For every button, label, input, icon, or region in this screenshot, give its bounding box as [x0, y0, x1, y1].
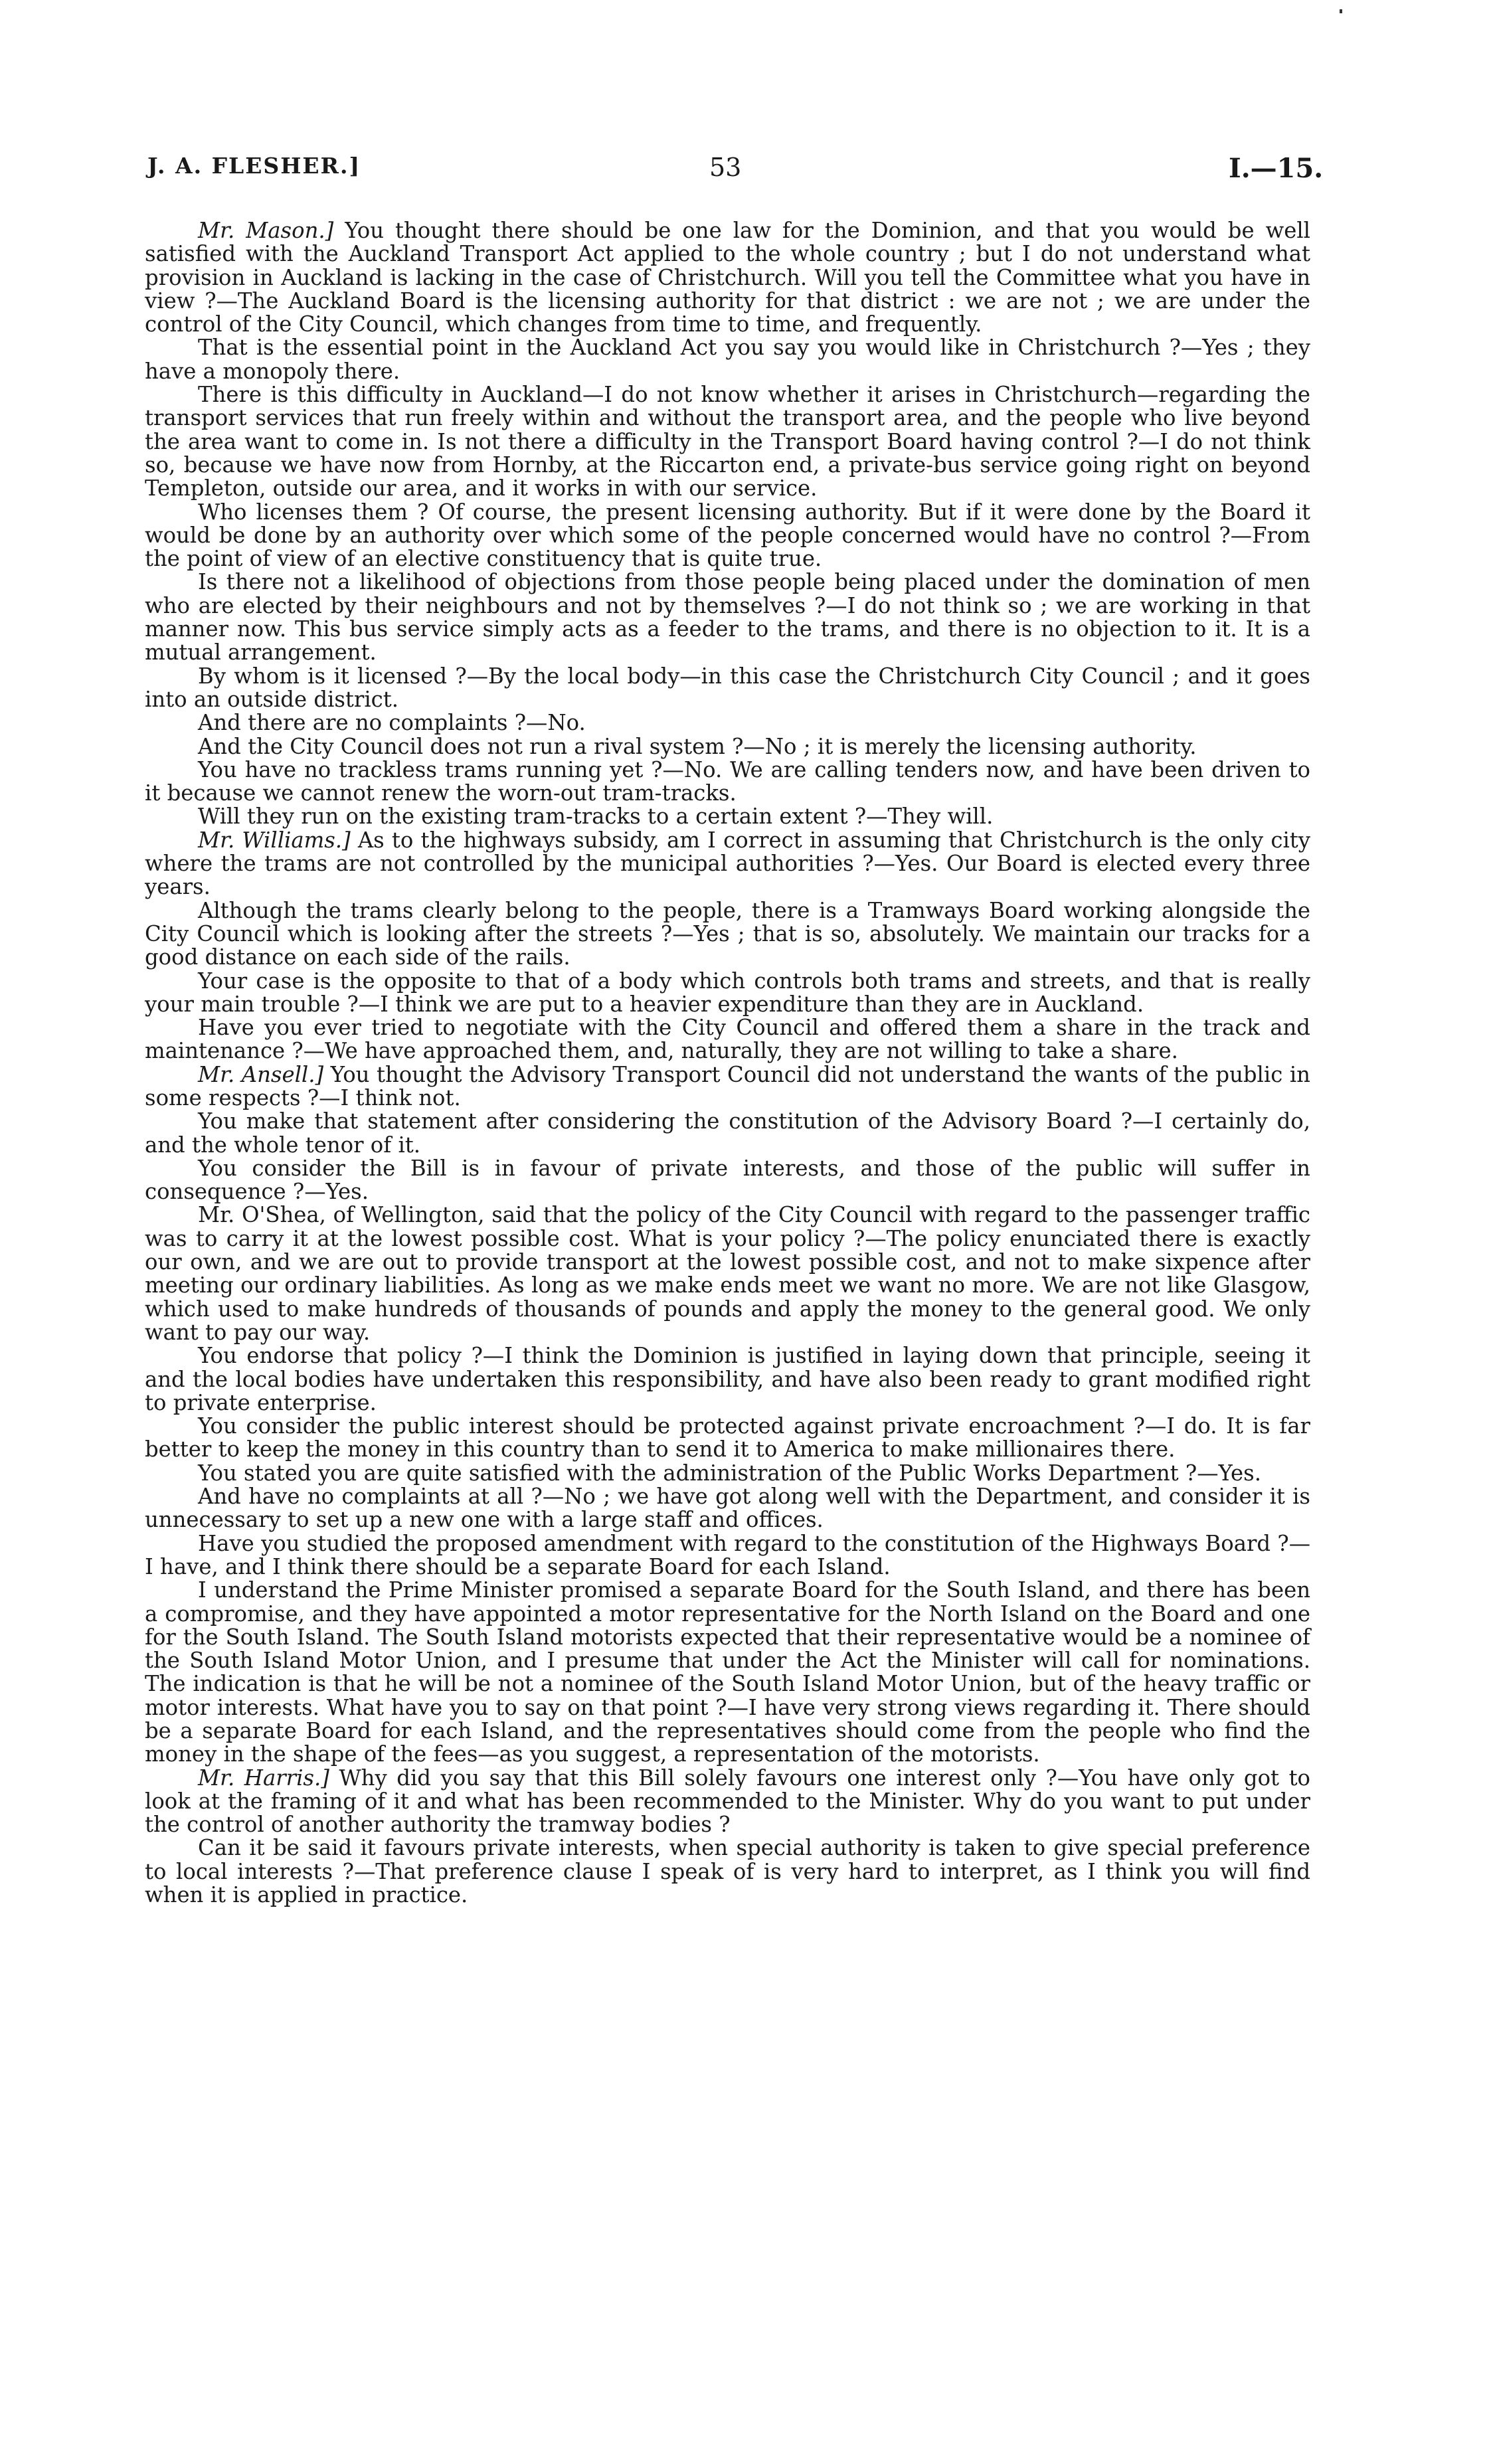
- speaker-label: Mr. Williams.]: [198, 827, 351, 853]
- paragraph: I understand the Prime Minister promised a separate Board for the South Island, and there has been a compromise, and they have appointed a motor representative for the North Island on the Board and one for the South Island. The South Island motorists expected that their representative would be a nominee of the South Island Motor Union, and I presume that under the Act the Minister will call for nominations. The indication is that he will be not a nominee of the South Island Motor Union, but of the heavy traffic or motor interests. What have you to say on that point ?—I have very strong views regarding it. There should be a separate Board for each Island, and the representatives should come from the people who find the money in the shape of the fees—as you suggest, a representation of the motorists.: [145, 1577, 1310, 1767]
- paragraph: Your case is the opposite to that of a body which controls both trams and streets, and that is really your main trouble ?—I think we are put to a heavier expenditure than they are in Auckland.: [145, 968, 1310, 1017]
- paragraph-text: Why did you say that this Bill solely favours one interest only ?—You have only got to look at the framing of it and what has been recommended to the Minister. Why do you want to put under the control of another authority the tramway bodies ?: [145, 1765, 1310, 1838]
- paragraph: And the City Council does not run a rival system ?—No ; it is merely the licensing authority.: [198, 733, 1197, 759]
- paragraph-text: You thought there should be one law for the Dominion, and that you would be well satisfied with the Auckland Transport Act applied to the whole country ; but I do not understand what provision in Auckland is lacking in the case of Christchurch. Will you tell the Committee what you have in view ?—The Auckland Board is the licensing authority for that district : we are not ; we are under the control of the City Council, which changes from time to time, and frequently.: [145, 218, 1310, 337]
- paragraph: [145, 1767, 1310, 1837]
- paragraph: That is the essential point in the Auckland Act you say you would like in Christchurch ?—Yes ; they have a monopoly there.: [145, 335, 1310, 384]
- paragraph: You have no trackless trams running yet ?—No. We are calling tenders now, and have been driven to it because we cannot renew the worn-out tram-tracks.: [145, 756, 1310, 806]
- paragraph: [145, 829, 1310, 899]
- paragraph-text: As to the highways subsidy, am I correct in assuming that Christchurch is the only city where the trams are not controlled by the municipal authorities ?—Yes. Our Board is elected every three years.: [145, 827, 1310, 900]
- paragraph: And have no complaints at all ?—No ; we have got along well with the Department, and consider it is unnecessary to set up a new one with a large staff and offices.: [145, 1484, 1310, 1533]
- scan-mark: [1340, 9, 1342, 13]
- paragraph: There is this difficulty in Auckland—I do not know whether it arises in Christchurch—regarding the transport services that run freely within and without the transport area, and the people who live beyond the area want to come in. Is not there a difficulty in the Transport Board having control ?—I do not think so, because we have now from Hornby, at the Riccarton end, a private-bus service going right on beyond Templeton, outside our area, and it works in with our service.: [145, 382, 1310, 501]
- paragraph: [145, 219, 1310, 336]
- paragraph: You consider the public interest should be protected against private encroachment ?—I do. It is far better to keep the money in this country than to send it to America to make millionaires there.: [145, 1413, 1310, 1462]
- paragraph: Can it be said it favours private interests, when special authority is taken to give special preference to local interests ?—That preference clause I speak of is very hard to interpret, as I think you will find when it is applied in practice.: [145, 1835, 1310, 1908]
- paragraph: Will they run on the existing tram-tracks to a certain extent ?—They will.: [198, 804, 994, 830]
- document-reference: I.—15.: [1229, 153, 1324, 184]
- paragraph: Have you studied the proposed amendment with regard to the constitution of the Highways Board ?—I have, and I think there should be a separate Board for each Island.: [145, 1530, 1310, 1579]
- page-header: [0, 153, 1491, 193]
- paragraph: You make that statement after considering the constitution of the Advisory Board ?—I certainly do, and the whole tenor of it.: [145, 1108, 1310, 1158]
- paragraph: You stated you are quite satisfied with the administration of the Public Works Department ?—Yes.: [198, 1460, 1261, 1486]
- body-text: [145, 219, 1310, 1907]
- paragraph: Who licenses them ? Of course, the present licensing authority. But if it were done by the Board it would be done by an authority over which some of the people concerned would have no control ?—From the point of view of an elective constituency that is quite true.: [145, 499, 1310, 572]
- paragraph: By whom is it licensed ?—By the local body—in this case the Christchurch City Council ; and it goes into an outside district.: [145, 663, 1310, 712]
- page-number: 53: [709, 153, 742, 182]
- paragraph: Although the trams clearly belong to the people, there is a Tramways Board working alongside the City Council which is looking after the streets ?—Yes ; that is so, absolutely. We maintain our tracks for a good distance on each side of the rails.: [145, 897, 1310, 970]
- paragraph: Mr. O'Shea, of Wellington, said that the policy of the City Council with regard to the passenger traffic was to carry it at the lowest possible cost. What is your policy ?—The policy enunciated there is exactly our own, and we are out to provide transport at the lowest possible cost, and not to make sixpence after meeting our ordinary liabilities. As long as we make ends meet we want no more. We are not like Glasgow, which used to make hundreds of thousands of pounds and apply the money to the general good. We only want to pay our way.: [145, 1202, 1310, 1345]
- paragraph: [145, 1063, 1310, 1110]
- witness-name: J. A. FLESHER.]: [147, 153, 361, 179]
- speaker-label: Mr. Ansell.]: [198, 1061, 324, 1087]
- paragraph: Is there not a likelihood of objections from those people being placed under the domination of men who are elected by their neighbours and not by themselves ?—I do not think so ; we are working in that manner now. This bus service simply acts as a feeder to the trams, and there is no objection to it. It is a mutual arrangement.: [145, 569, 1310, 665]
- paragraph: You endorse that policy ?—I think the Dominion is justified in laying down that principle, seeing it and the local bodies have undertaken this responsibility, and have also been ready to grant modified right to private enterprise.: [145, 1343, 1310, 1415]
- paragraph: Have you ever tried to negotiate with the City Council and offered them a share in the track and maintenance ?—We have approached them, and, naturally, they are not willing to take a share.: [145, 1015, 1310, 1064]
- paragraph-text: You thought the Advisory Transport Council did not understand the wants of the public in some respects ?—I think not.: [145, 1061, 1310, 1110]
- speaker-label: Mr. Mason.]: [198, 218, 334, 243]
- speaker-label: Mr. Harris.]: [198, 1765, 329, 1791]
- paragraph: You consider the Bill is in favour of private interests, and those of the public will suffer in consequence ?—Yes.: [145, 1155, 1310, 1205]
- paragraph: And there are no complaints ?—No.: [198, 710, 586, 736]
